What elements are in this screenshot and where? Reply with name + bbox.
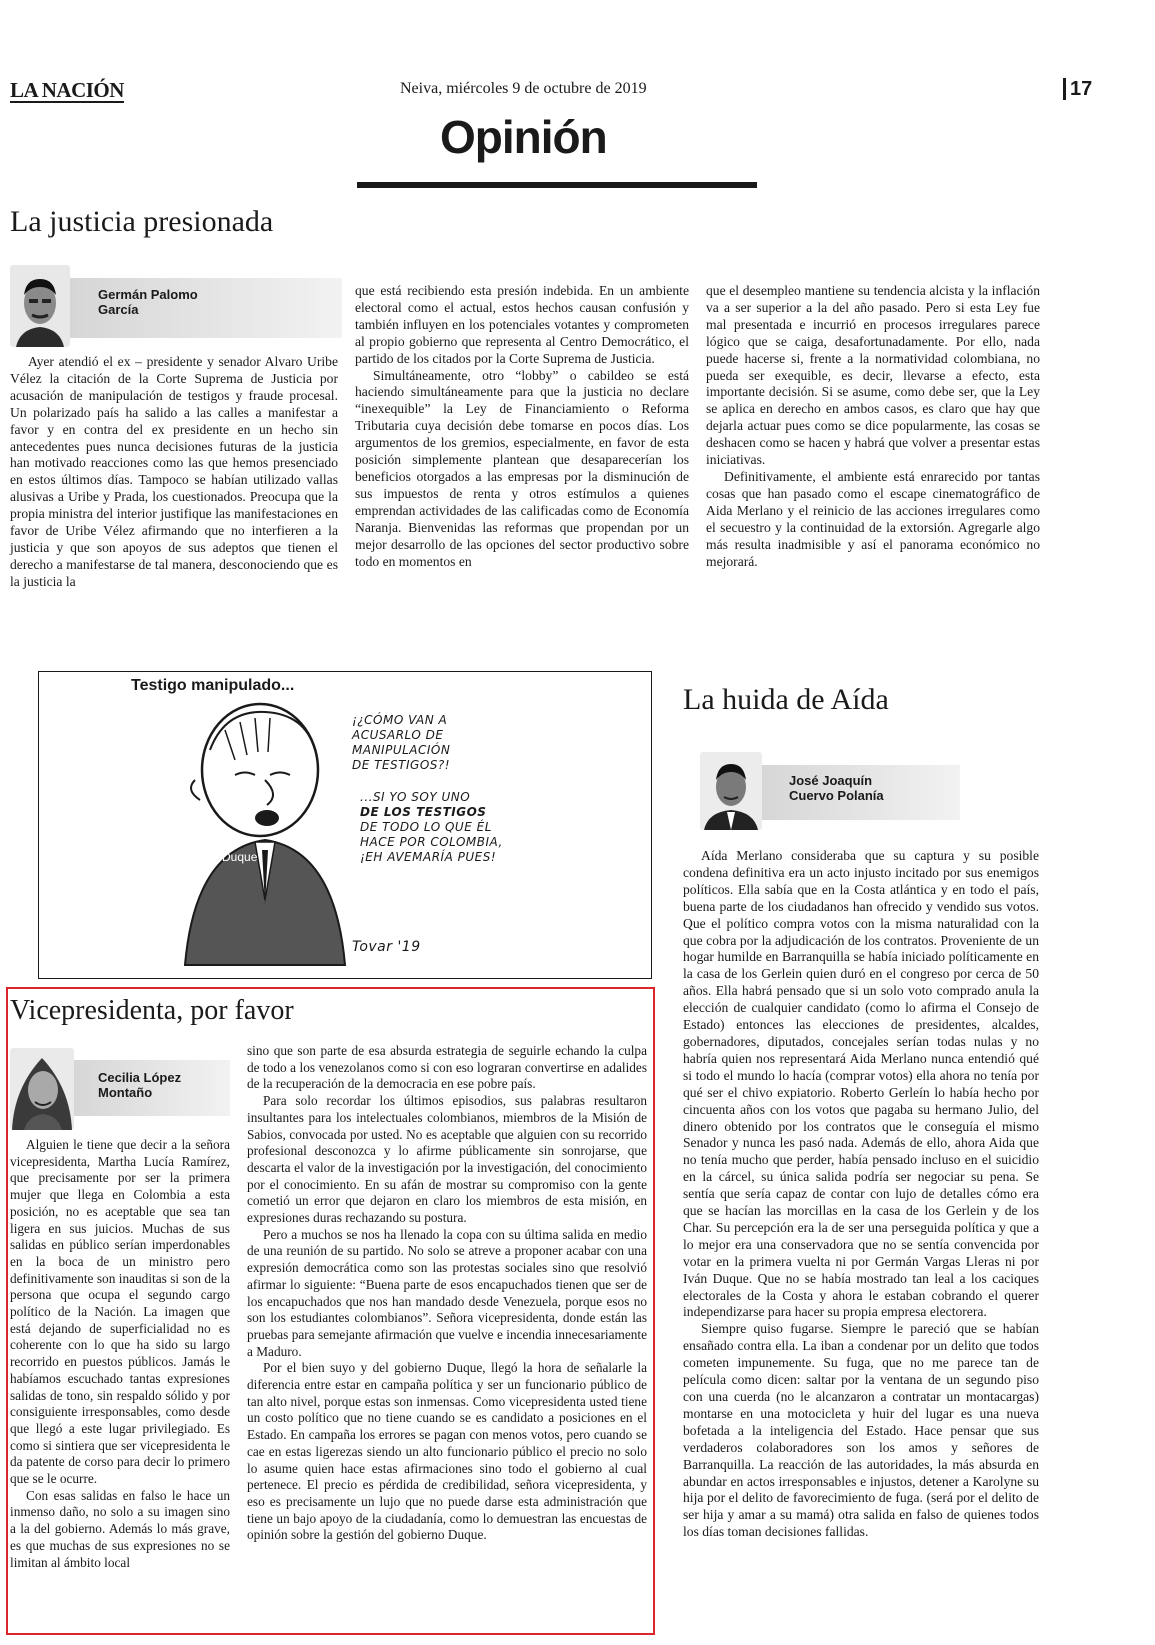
- paragraph: Simultáneamente, otro “lobby” o cabildeo se está haciendo simultáneamente para que la justicia no declare “inexequible” la Ley de Financiamiento o Reforma Tributaria cuya decisión debe tomarse en pocos días. Los argumentos de los gremios, especialmente, en favor de esta posición simplemente plantean que desaparecerían los beneficios otorgados a las empresas por la disminución de sus impuestos de renta y otros estímulos a quienes emprendan actividades de las calificadas como de Economía Naranja. Bienvenidas las reformas que propendan por un mejor desarrollo de las opciones del sector productivo sobre todo en momentos en: [355, 367, 689, 569]
- article1-author-line2: García: [98, 302, 139, 317]
- article1-author: [98, 287, 198, 317]
- article2-col: [683, 848, 1039, 1541]
- bubble-line: DE TODO LO QUE ÉL: [360, 820, 492, 834]
- article1-author-line1: Germán Palomo: [98, 287, 198, 302]
- caricature-duque: [155, 700, 375, 970]
- cartoon-bubble-2: [360, 790, 530, 865]
- paragraph: Siempre quiso fugarse. Siempre le pareció que se habían ensañado contra ella. La iban a condenar por un delito que todos cometen impunemente. Su fuga, que no me parece tan de película como dicen: saltar por la ventana de un segundo piso con una cuerda (no le alcanzaron a contratar un montacargas) montarse en una motocicleta y huir del lugar es una nueva bofetada a la inteligencia del Estado. Hace pensar que sus verdaderos colaboradores son los amos y señores de Barranquilla. La reacción de las autoridades, la más absurda en abundar en actos irresponsables e injustos, detener a Karolyne su hija por el delito de favorecimiento de fuga. (será por el delito de ser hija y amar a su mamá) otra salida en falso de quienes todos los días toman decisiones fallidas.: [683, 1321, 1039, 1540]
- author-photo-jose: [700, 752, 762, 830]
- page-number: 17: [1063, 78, 1092, 100]
- paragraph: que el desempleo mantiene su tendencia alcista y la inflación va a ser superior a la del año pasado. Pero si esta Ley fue mal presentada e incurrió en procesos irregulares parece lógico que se caiga, desafortunadamente. Por ello, nada puede hacerse si, frente a la normatividad colombiana, no pueda ser exequible, es decir, llevarse a efecto, esta importante decisión. Si se asume, como debe ser, que la Ley se aplica en derecho en ambos casos, es claro que hay que dejarla actuar pues como se dice popularmente, las cosas se deshacen como se hacen y habrá que volver a presentar estas iniciativas.: [706, 283, 1040, 468]
- article3-author-line2: Montaño: [98, 1085, 153, 1100]
- cartoon-body-label: Duque: [222, 850, 258, 864]
- cartoon-signature: Tovar '19: [352, 939, 421, 955]
- paragraph: sino que son parte de esa absurda estrategia de seguirle echando la culpa de todo a los venezolanos como si con eso lograran convertirse en adalides de la recuperación de la democracia en ese pobre país.: [247, 1043, 647, 1092]
- paragraph: que está recibiendo esta presión indebida. En un ambiente electoral como el actual, estos hechos causan confusión y también influyen en los potenciales votantes y comprometen al propio gobierno que representa al Centro Democrático, el partido de los citados por la Corte Suprema de Justicia.: [355, 283, 689, 366]
- bubble-line: ...SI YO SOY UNO: [360, 790, 471, 804]
- author-photo-german: [10, 265, 70, 347]
- paragraph: Para solo recordar los últimos episodios, sus palabras resultaron insultantes para los intelectuales colombianos, miembros de la Misión de Sabios, convocada por usted. No es aceptable que alguien con su recorrido profesional desconozca y lo afirme públicamente sin sonrojarse, que descarta el valor de la investigación por la investigación, del conocimiento por el conocimiento. En su afán de mostrar su compromiso con la gente cometió un error que dejaron en claro los miembros de esta misión, en expresiones duras rechazando su postura.: [247, 1093, 647, 1226]
- article1-title: La justicia presionada: [10, 205, 274, 238]
- cartoon-bubble-1: [352, 713, 512, 773]
- masthead-logo: LA NACIÓN: [10, 78, 124, 102]
- bubble-line: MANIPULACIÓN: [352, 743, 451, 757]
- section-rule: [357, 182, 757, 188]
- article1-col2: [355, 283, 689, 570]
- article1-col3: [706, 283, 1040, 570]
- section-title: Opinión: [440, 111, 607, 163]
- bubble-line: DE LOS TESTIGOS: [360, 805, 487, 819]
- bubble-line: DE TESTIGOS?!: [352, 758, 451, 772]
- article3-col1: [10, 1137, 230, 1571]
- bubble-line: ACUSARLO DE: [352, 728, 444, 742]
- article2-author-line2: Cuervo Polanía: [789, 788, 884, 803]
- paragraph: Por el bien suyo y del gobierno Duque, llegó la hora de señalarle la diferencia entre estar en campaña política y ser un funcionario público de tan alto nivel, porque estas son inmensas. Como vicepresidenta usted tiene un costo político que no tiene cuando se es candidato a posiciones en el Estado. En campaña los errores se pagan con menos votos, pero cuando se cae en estas ligerezas siendo un alto funcionario público el precio no solo lo asume quien hace estas afirmaciones sino todo el gobierno al cual pertenece. El precio es pérdida de credibilidad, señora vicepresidenta, y eso es precisamente un lujo que no puede darse esta administración que tiene un bajo apoyo de la ciudadanía, como lo demuestran las encuestas de opinión sobre la gestión del gobierno Duque.: [247, 1360, 647, 1543]
- article3-author-line1: Cecilia López: [98, 1070, 182, 1085]
- bubble-line: ¡¿CÓMO VAN A: [352, 713, 448, 727]
- article2-author-line1: José Joaquín: [789, 773, 873, 788]
- article3-author: [98, 1070, 181, 1100]
- paragraph: Alguien le tiene que decir a la señora vicepresidenta, Martha Lucía Ramírez, que precisamente por ser la primera mujer que llega en Colombia a esta posición, no es aceptable que sea tan ligera en sus juicios. Muchas de sus salidas en público serían imperdonables en la boca de un ministro pero definitivamente son inauditas si son de la persona que ocupa el segundo cargo político de la Nación. La imagen que está dejando de superficialidad no es coherente con lo que ha sido su largo recorrido en puestos públicos. Jamás le habíamos escuchado tantas expresiones salidas de tono, sin respaldo sólido y por consiguiente irresponsables, como desde que llegó a este lugar privilegiado. Es como si sintiera que ser vicepresidenta le da patente de corso para decir lo primero que se le ocurre.: [10, 1137, 230, 1487]
- article3-col2: [247, 1043, 647, 1544]
- article2-title: La huida de Aída: [683, 683, 889, 716]
- paragraph: Ayer atendió el ex – presidente y senador Alvaro Uribe Vélez la citación de la Corte Suprema de Justicia por acusación de manipulación de testigos y fraude procesal. Un polarizado país ha salido a las calles a manifestar a favor y en contra del ex presidente en un hecho sin antecedentes pues nunca decisiones futuras de la justicia han motivado reacciones como las que hemos presenciado en estos últimos días. Tampoco se habían utilizado vallas alusivas a Uribe y Prada, los cuestionados. Preocupa que la propia ministra del interior justifique las manifestaciones en favor de Uribe Vélez afirmando que no interfieren a la justicia y que son apoyos de sus adeptos que tienen el derecho a manifestarse de tal manera, desconociendo que es la justicia la: [10, 354, 338, 589]
- paragraph: Pero a muchos se nos ha llenado la copa con su última salida en medio de una reunión de su partido. No solo se atreve a proponer acabar con una expresión democrática como son las protestas sociales sino que resolvió afirmar lo siguiente: “Buena parte de esos encapuchados tienen que ser de los encapuchados que nos han mandado desde Venezuela, porque esos no son los estudiantes colombianos”. Señora vicepresidenta, donde están las pruebas para semejante afirmación que vuelve e incendia innecesariamente a Maduro.: [247, 1226, 647, 1359]
- article2-author: [789, 773, 884, 803]
- paragraph: Aída Merlano consideraba que su captura y su posible condena definitiva era un acto injusto incitado por sus enemigos políticos. Ella sabía que en la Costa atlántica y en todo el país, buena parte de los ciudadanos han ofrecido y vendido sus votos. Que el político compra votos con la misma naturalidad con la que cobra por la adjudicación de los contratos. Proveniente de un hogar humilde en Barranquilla se había iniciado políticamente en la casa de los Gerlein quien duró en el congreso por cerca de 50 años. Ella habrá pensado que si un solo voto comprado anula la elección de cualquier candidato (como lo afirma el Consejo de Estado) entonces las elecciones de presidentes, alcaldes, gobernadores, diputados, concejales serían todas nulas y no habría quien nos representará Aida Merlano nunca entendió qué si todo el mundo lo hacía (comprar votos) ella ahora no tenía por qué ser el chivo expiatorio. Roberto Gerleín lo había hecho por cincuenta años con los votos que pagaba su hermano Julio, del dinero obtenido por los contratos que le conseguía el mismo Senador y nunca les pasó nada. Además de ello, ahora Aida que no tenía mucho que perder, había pensado incluso en el suicidio en la cárcel, su única salida podría ser negociar su pena. Se sentía que sería capaz de contar con lujo de detalles cómo era que se hacían las morcillas en la casa de los Gerlein y de los Char. Su percepción era la de ser una perseguida política y que a lo mejor era una conservadora que no se sentía convencida por votar en la primera vuelta ni por Germán Vargas Lleras ni por Iván Duque. Que no se había mostrado tan leal a los caciques electorales de la Costa y ahora le estaban cobrando el querer independizarse para hacer su propia empresa electorera.: [683, 848, 1039, 1320]
- dateline: Neiva, miércoles 9 de octubre de 2019: [400, 80, 647, 97]
- bubble-line: HACE POR COLOMBIA,: [360, 835, 503, 849]
- paragraph: Con esas salidas en falso le hace un inmenso daño, no solo a su imagen sino a la del gobierno. Además lo más grave, es que muchas de sus expresiones no se limitan al ámbito local: [10, 1487, 230, 1570]
- author-photo-cecilia: [10, 1048, 74, 1130]
- cartoon-title: Testigo manipulado...: [131, 677, 295, 694]
- paragraph: Definitivamente, el ambiente está enrarecido por tantas cosas que han pasado como el escape cinematográfico de Aida Merlano y el reinicio de las acciones irregulares como el secuestro y la continuidad de la extorsión. Agregarle algo más resulta inadmisible y así el panorama económico no mejorará.: [706, 468, 1040, 569]
- bubble-line: ¡EH AVEMARÍA PUES!: [360, 850, 497, 864]
- article3-title: Vicepresidenta, por favor: [10, 995, 294, 1026]
- article1-col1: [10, 354, 338, 591]
